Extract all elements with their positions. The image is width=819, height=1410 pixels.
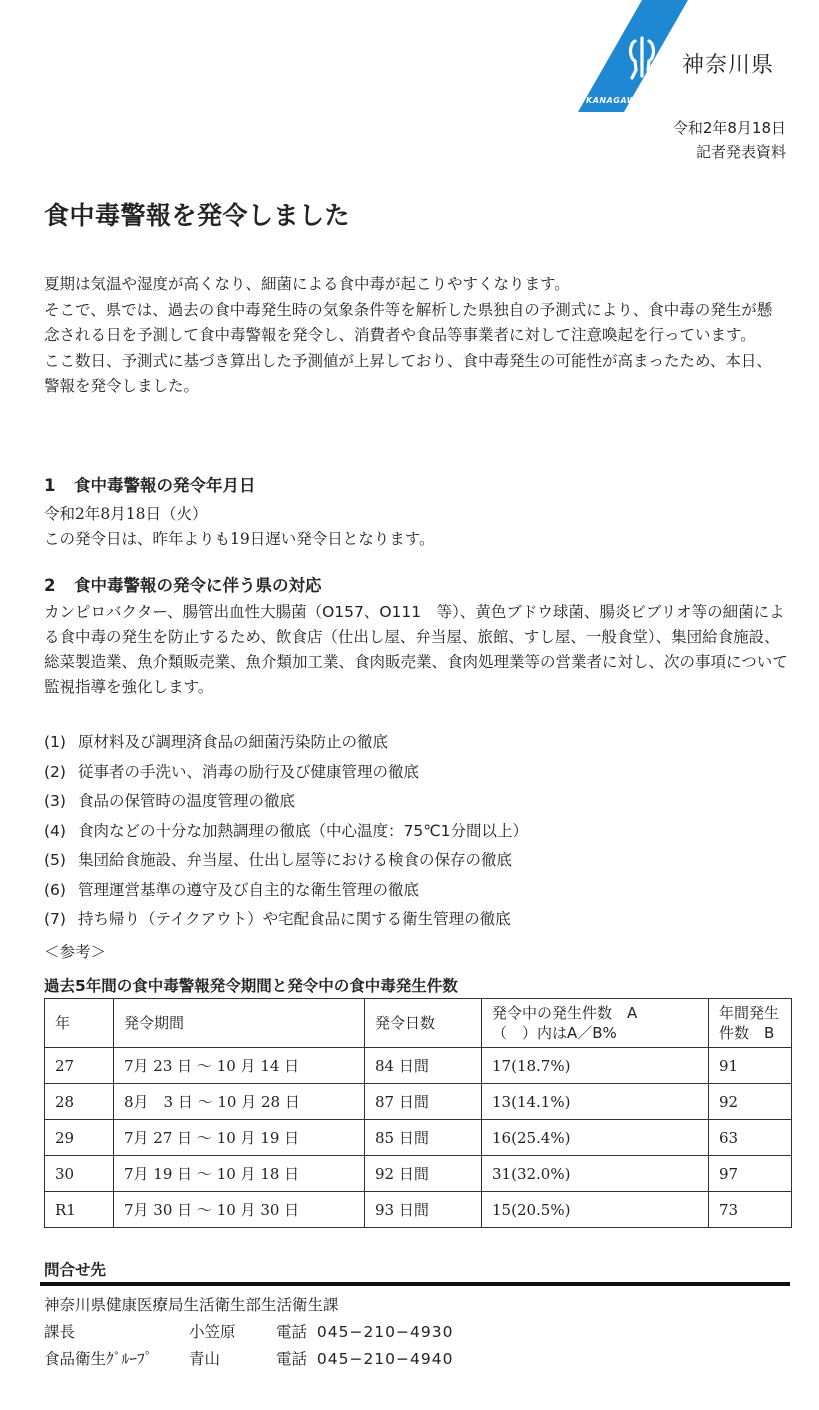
document-type: 記者発表資料 xyxy=(695,143,786,161)
measure-number: (2) xyxy=(44,762,66,781)
list-item xyxy=(44,758,784,788)
measure-number: (7) xyxy=(44,910,66,928)
table-row xyxy=(45,1048,792,1084)
alert-history-table xyxy=(44,998,792,1228)
table-row xyxy=(45,1192,792,1228)
section1-title: 食中毒警報の発令年月日 xyxy=(74,476,256,495)
section1-number: 1 xyxy=(44,476,56,495)
measure-number: (6) xyxy=(44,880,66,899)
cell-year: 28 xyxy=(45,1084,114,1120)
dateline xyxy=(673,116,786,164)
cell-year: 27 xyxy=(45,1048,114,1084)
measure-number: (4) xyxy=(44,821,66,840)
contact-row xyxy=(44,1319,453,1346)
list-item xyxy=(44,876,784,906)
list-item xyxy=(44,905,784,935)
contact-role: 食品衛生ｸﾞﾙｰﾌﾟ xyxy=(44,1350,153,1368)
cell-days: 93 日間 xyxy=(365,1192,482,1228)
measure-text: 集団給食施設、弁当屋、仕出し屋等における検食の保存の徹底 xyxy=(78,851,513,869)
measure-text: 食品の保管時の温度管理の徹底 xyxy=(78,792,296,810)
cell-period: 7月 23 日 〜 10 月 14 日 xyxy=(114,1048,365,1084)
logo-kana: KANAGAWA xyxy=(586,96,643,105)
section2-paragraph: カンピロバクター、腸管出血性大腸菌（O157、O111 等）、黄色ブドウ球菌、腸炎ビブリオ等の細菌による食中毒の発生を防止するため、飲食店（仕出し屋、弁当屋、旅館、すし屋、一般食堂）、集団給食施設、総菜製造業、魚介類販売業、魚介類加工業、食肉販売業、食肉処理業等の営業者に対し、次の事項について監視指導を強化します。 xyxy=(44,603,788,696)
intro-paragraph: そこで、県では、過去の食中毒発生時の気象条件等を解析した県独自の予測式により、食中毒の発生が懸念される日を予測して食中毒警報を発令し、消費者や食品等事業者に対して注意喚起を行っています。 xyxy=(44,300,773,344)
cell-occurrences: 16(25.4%) xyxy=(482,1120,709,1156)
section2-heading xyxy=(44,572,322,596)
list-item xyxy=(44,787,784,817)
alert-date: 令和2年8月18日（火） xyxy=(44,505,208,523)
contact-row xyxy=(44,1346,453,1373)
cell-days: 92 日間 xyxy=(365,1156,482,1192)
contact-role: 課長 xyxy=(44,1323,76,1341)
measure-number: (3) xyxy=(44,792,66,810)
cell-occurrences: 31(32.0%) xyxy=(482,1156,709,1192)
cell-occurrences: 13(14.1%) xyxy=(482,1084,709,1120)
table-row xyxy=(45,1084,792,1120)
section2-title: 食中毒警報の発令に伴う県の対応 xyxy=(74,576,322,595)
header-occurrences-note: （ ）内はA／B% xyxy=(492,1024,617,1042)
intro-paragraph: ここ数日、予測式に基づき算出した予測値が上昇しており、食中毒発生の可能性が高まったため、本日、警報を発令しました。 xyxy=(44,351,772,395)
cell-days: 84 日間 xyxy=(365,1048,482,1084)
cell-period: 8月 3 日 〜 10 月 28 日 xyxy=(114,1084,365,1120)
page-title: 食中毒警報を発令しました xyxy=(44,201,351,230)
section2-number: 2 xyxy=(44,576,56,595)
cell-period: 7月 19 日 〜 10 月 18 日 xyxy=(114,1156,365,1192)
cell-annual: 91 xyxy=(709,1048,792,1084)
contact-block xyxy=(44,1292,453,1373)
prefecture-logo xyxy=(578,0,793,112)
cell-annual: 73 xyxy=(709,1192,792,1228)
contact-tel-label: 電話 xyxy=(276,1323,308,1341)
list-item xyxy=(44,846,784,876)
cell-year: 30 xyxy=(45,1156,114,1192)
measure-text: 従事者の手洗い、消毒の励行及び健康管理の徹底 xyxy=(78,762,420,781)
measure-text: 食肉などの十分な加熱調理の徹底（中心温度：75℃1分間以上） xyxy=(78,821,528,840)
measures-list xyxy=(44,728,784,935)
table-row xyxy=(45,1156,792,1192)
header-period: 発令期間 xyxy=(114,999,365,1048)
alert-date-note: この発令日は、昨年よりも19日遅い発令日となります。 xyxy=(44,530,435,548)
cell-period: 7月 27 日 〜 10 月 19 日 xyxy=(114,1120,365,1156)
cell-days: 85 日間 xyxy=(365,1120,482,1156)
section1-body xyxy=(44,502,789,552)
contact-phone: 045−210−4930 xyxy=(316,1323,454,1341)
table-header-row xyxy=(45,999,792,1048)
header-occurrences xyxy=(482,999,709,1048)
contact-divider xyxy=(40,1282,790,1286)
cell-annual: 97 xyxy=(709,1156,792,1192)
contact-dept: 神奈川県健康医療局生活衛生部生活衛生課 xyxy=(44,1296,339,1314)
contact-name: 青山 xyxy=(189,1350,221,1368)
list-item xyxy=(44,728,784,758)
header-year: 年 xyxy=(45,999,114,1048)
cell-year: 29 xyxy=(45,1120,114,1156)
section1-heading xyxy=(44,472,256,496)
logo-name: 神奈川県 xyxy=(682,53,775,78)
contact-name: 小笠原 xyxy=(189,1323,236,1341)
cell-occurrences: 15(20.5%) xyxy=(482,1192,709,1228)
header-occurrences-label: 発令中の発生件数 A xyxy=(492,1004,638,1022)
intro-text xyxy=(44,272,784,400)
section2-body xyxy=(44,600,789,700)
contact-heading: 問合せ先 xyxy=(44,1261,107,1279)
cell-year: R1 xyxy=(45,1192,114,1228)
cell-annual: 63 xyxy=(709,1120,792,1156)
measure-number: (5) xyxy=(44,851,66,869)
release-date: 令和2年8月18日 xyxy=(672,119,786,137)
header-days: 発令日数 xyxy=(365,999,482,1048)
measure-text: 原材料及び調理済食品の細菌汚染防止の徹底 xyxy=(78,733,389,751)
table-row xyxy=(45,1120,792,1156)
header-annual: 年間発生件数 B xyxy=(709,999,792,1048)
cell-occurrences: 17(18.7%) xyxy=(482,1048,709,1084)
cell-period: 7月 30 日 〜 10 月 30 日 xyxy=(114,1192,365,1228)
intro-paragraph: 夏期は気温や湿度が高くなり、細菌による食中毒が起こりやすくなります。 xyxy=(44,275,570,293)
list-item xyxy=(44,817,784,847)
reference-label: ＜参考＞ xyxy=(44,943,107,961)
table-title: 過去5年間の食中毒警報発令期間と発令中の食中毒発生件数 xyxy=(44,977,458,995)
cell-days: 87 日間 xyxy=(365,1084,482,1120)
contact-phone: 045−210−4940 xyxy=(316,1350,454,1368)
measure-text: 持ち帰り（テイクアウト）や宅配食品に関する衛生管理の徹底 xyxy=(78,910,511,928)
measure-text: 管理運営基準の遵守及び自主的な衛生管理の徹底 xyxy=(78,880,420,899)
measure-number: (1) xyxy=(44,733,66,751)
cell-annual: 92 xyxy=(709,1084,792,1120)
contact-tel-label: 電話 xyxy=(276,1350,308,1368)
